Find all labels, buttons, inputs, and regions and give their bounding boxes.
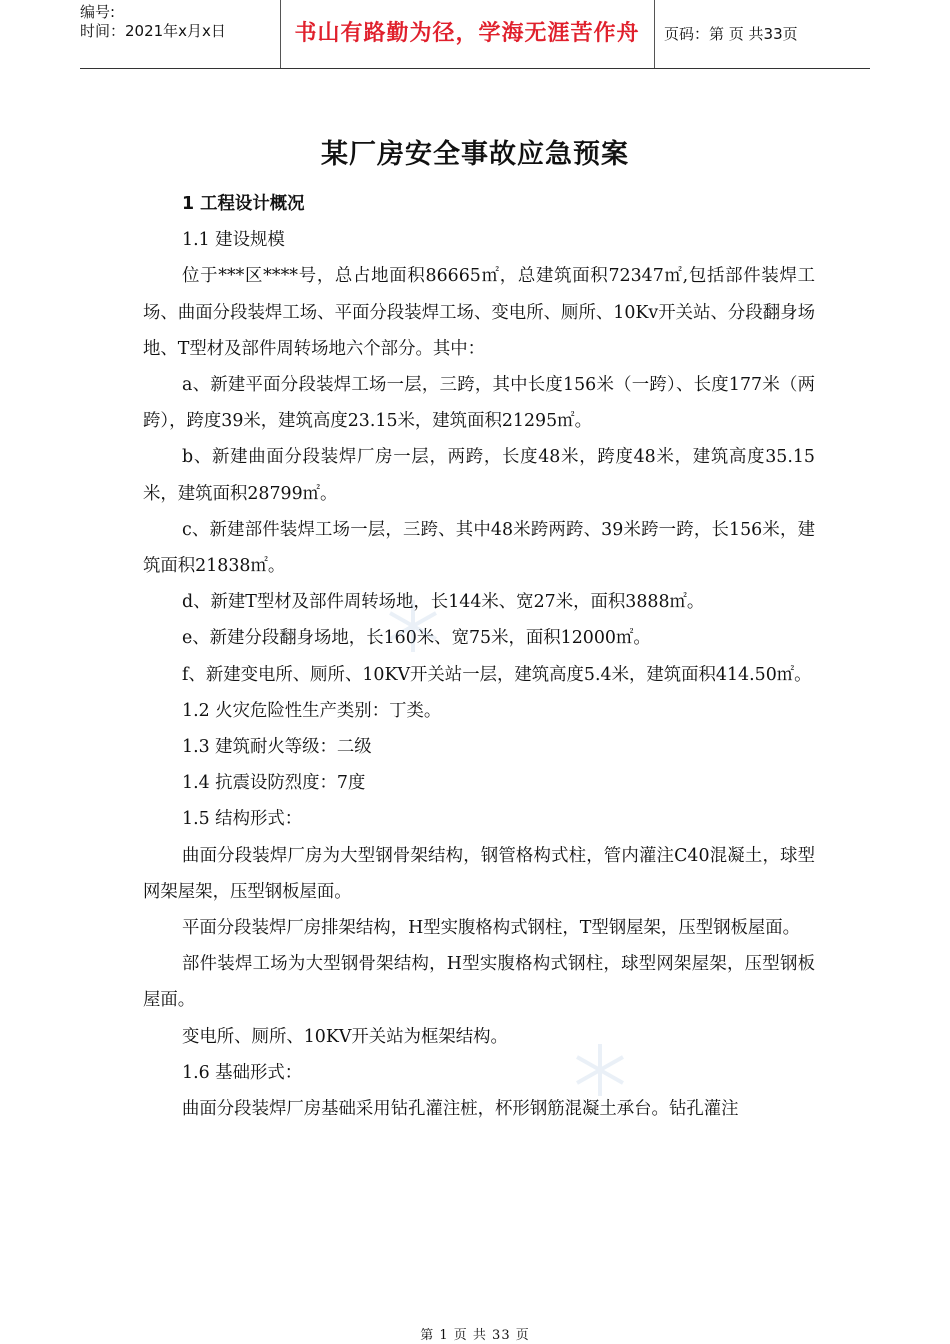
watermark-snowflake-icon	[383, 596, 443, 656]
body-paragraph: 变电所、厕所、10KV开关站为框架结构。	[182, 1026, 508, 1047]
document-body	[143, 186, 815, 1127]
body-paragraph: 曲面分段装焊厂房基础采用钻孔灌注桩，杯形钢筋混凝土承台。钻孔灌注	[182, 1099, 739, 1120]
body-paragraph: e、新建分段翻身场地，长160米、宽75米，面积12000㎡。	[182, 628, 651, 649]
subsection-heading: 1.6 基础形式：	[182, 1062, 303, 1083]
body-paragraph: 平面分段装焊厂房排架结构，H型实腹格构式钢柱，T型钢屋架，压型钢板屋面。	[182, 918, 801, 939]
header-divider	[654, 0, 655, 68]
body-paragraph: a、新建平面分段装焊工场一层，三跨，其中长度156米（一跨）、长度177米（两跨），跨度39米，建筑高度23.15米，建筑面积21295㎡。	[143, 375, 815, 432]
body-paragraph: b、新建曲面分段装焊厂房一层，两跨，长度48米，跨度48米，建筑高度35.15米，建筑面积28799㎡。	[143, 447, 815, 504]
header-motto: 书山有路勤为径，学海无涯苦作舟	[294, 21, 640, 46]
header-meta	[80, 0, 280, 71]
page-footer: 第 1 页 共 33 页	[420, 1328, 530, 1343]
subsection-heading: 1.1 建设规模	[182, 230, 285, 251]
body-paragraph: f、新建变电所、厕所、10KV开关站一层，建筑高度5.4米，建筑面积414.50㎡。	[182, 664, 812, 685]
document-title: 某厂房安全事故应急预案	[321, 139, 629, 170]
header-page-label: 页码：第 页 共33页	[664, 25, 798, 43]
page-header	[80, 0, 870, 69]
body-paragraph: c、新建部件装焊工场一层，三跨、其中48米跨两跨、39米跨一跨，长156米，建筑面积21838㎡。	[143, 519, 815, 577]
body-paragraph: 位于***区****号，总占地面积86665㎡，总建筑面积72347㎡,包括部件装焊工场、曲面分段装焊工场、平面分段装焊工场、变电所、厕所、10Kv开关站、分段翻身场地、T型材及部件周转场地六个部分。其中：	[143, 266, 815, 359]
header-time-label: 时间：2021年x月x日	[80, 22, 226, 40]
subsection-heading: 1.4 抗震设防烈度：7度	[182, 773, 366, 794]
header-number-label: 编号:	[80, 3, 116, 21]
body-paragraph: 部件装焊工场为大型钢骨架结构，H型实腹格构式钢柱，球型网架屋架，压型钢板屋面。	[143, 954, 815, 1011]
body-paragraph: d、新建T型材及部件周转场地，长144米、宽27米，面积3888㎡。	[182, 592, 705, 613]
section-heading: 1 工程设计概况	[182, 194, 305, 214]
watermark-snowflake-icon	[570, 1040, 630, 1100]
subsection-heading: 1.3 建筑耐火等级：二级	[182, 737, 372, 758]
body-paragraph: 曲面分段装焊厂房为大型钢骨架结构，钢管格构式柱，管内灌注C40混凝土，球型网架屋架，压型钢板屋面。	[143, 845, 815, 902]
subsection-heading: 1.5 结构形式：	[182, 809, 303, 830]
subsection-heading: 1.2 火灾危险性生产类别：丁类。	[182, 700, 442, 721]
